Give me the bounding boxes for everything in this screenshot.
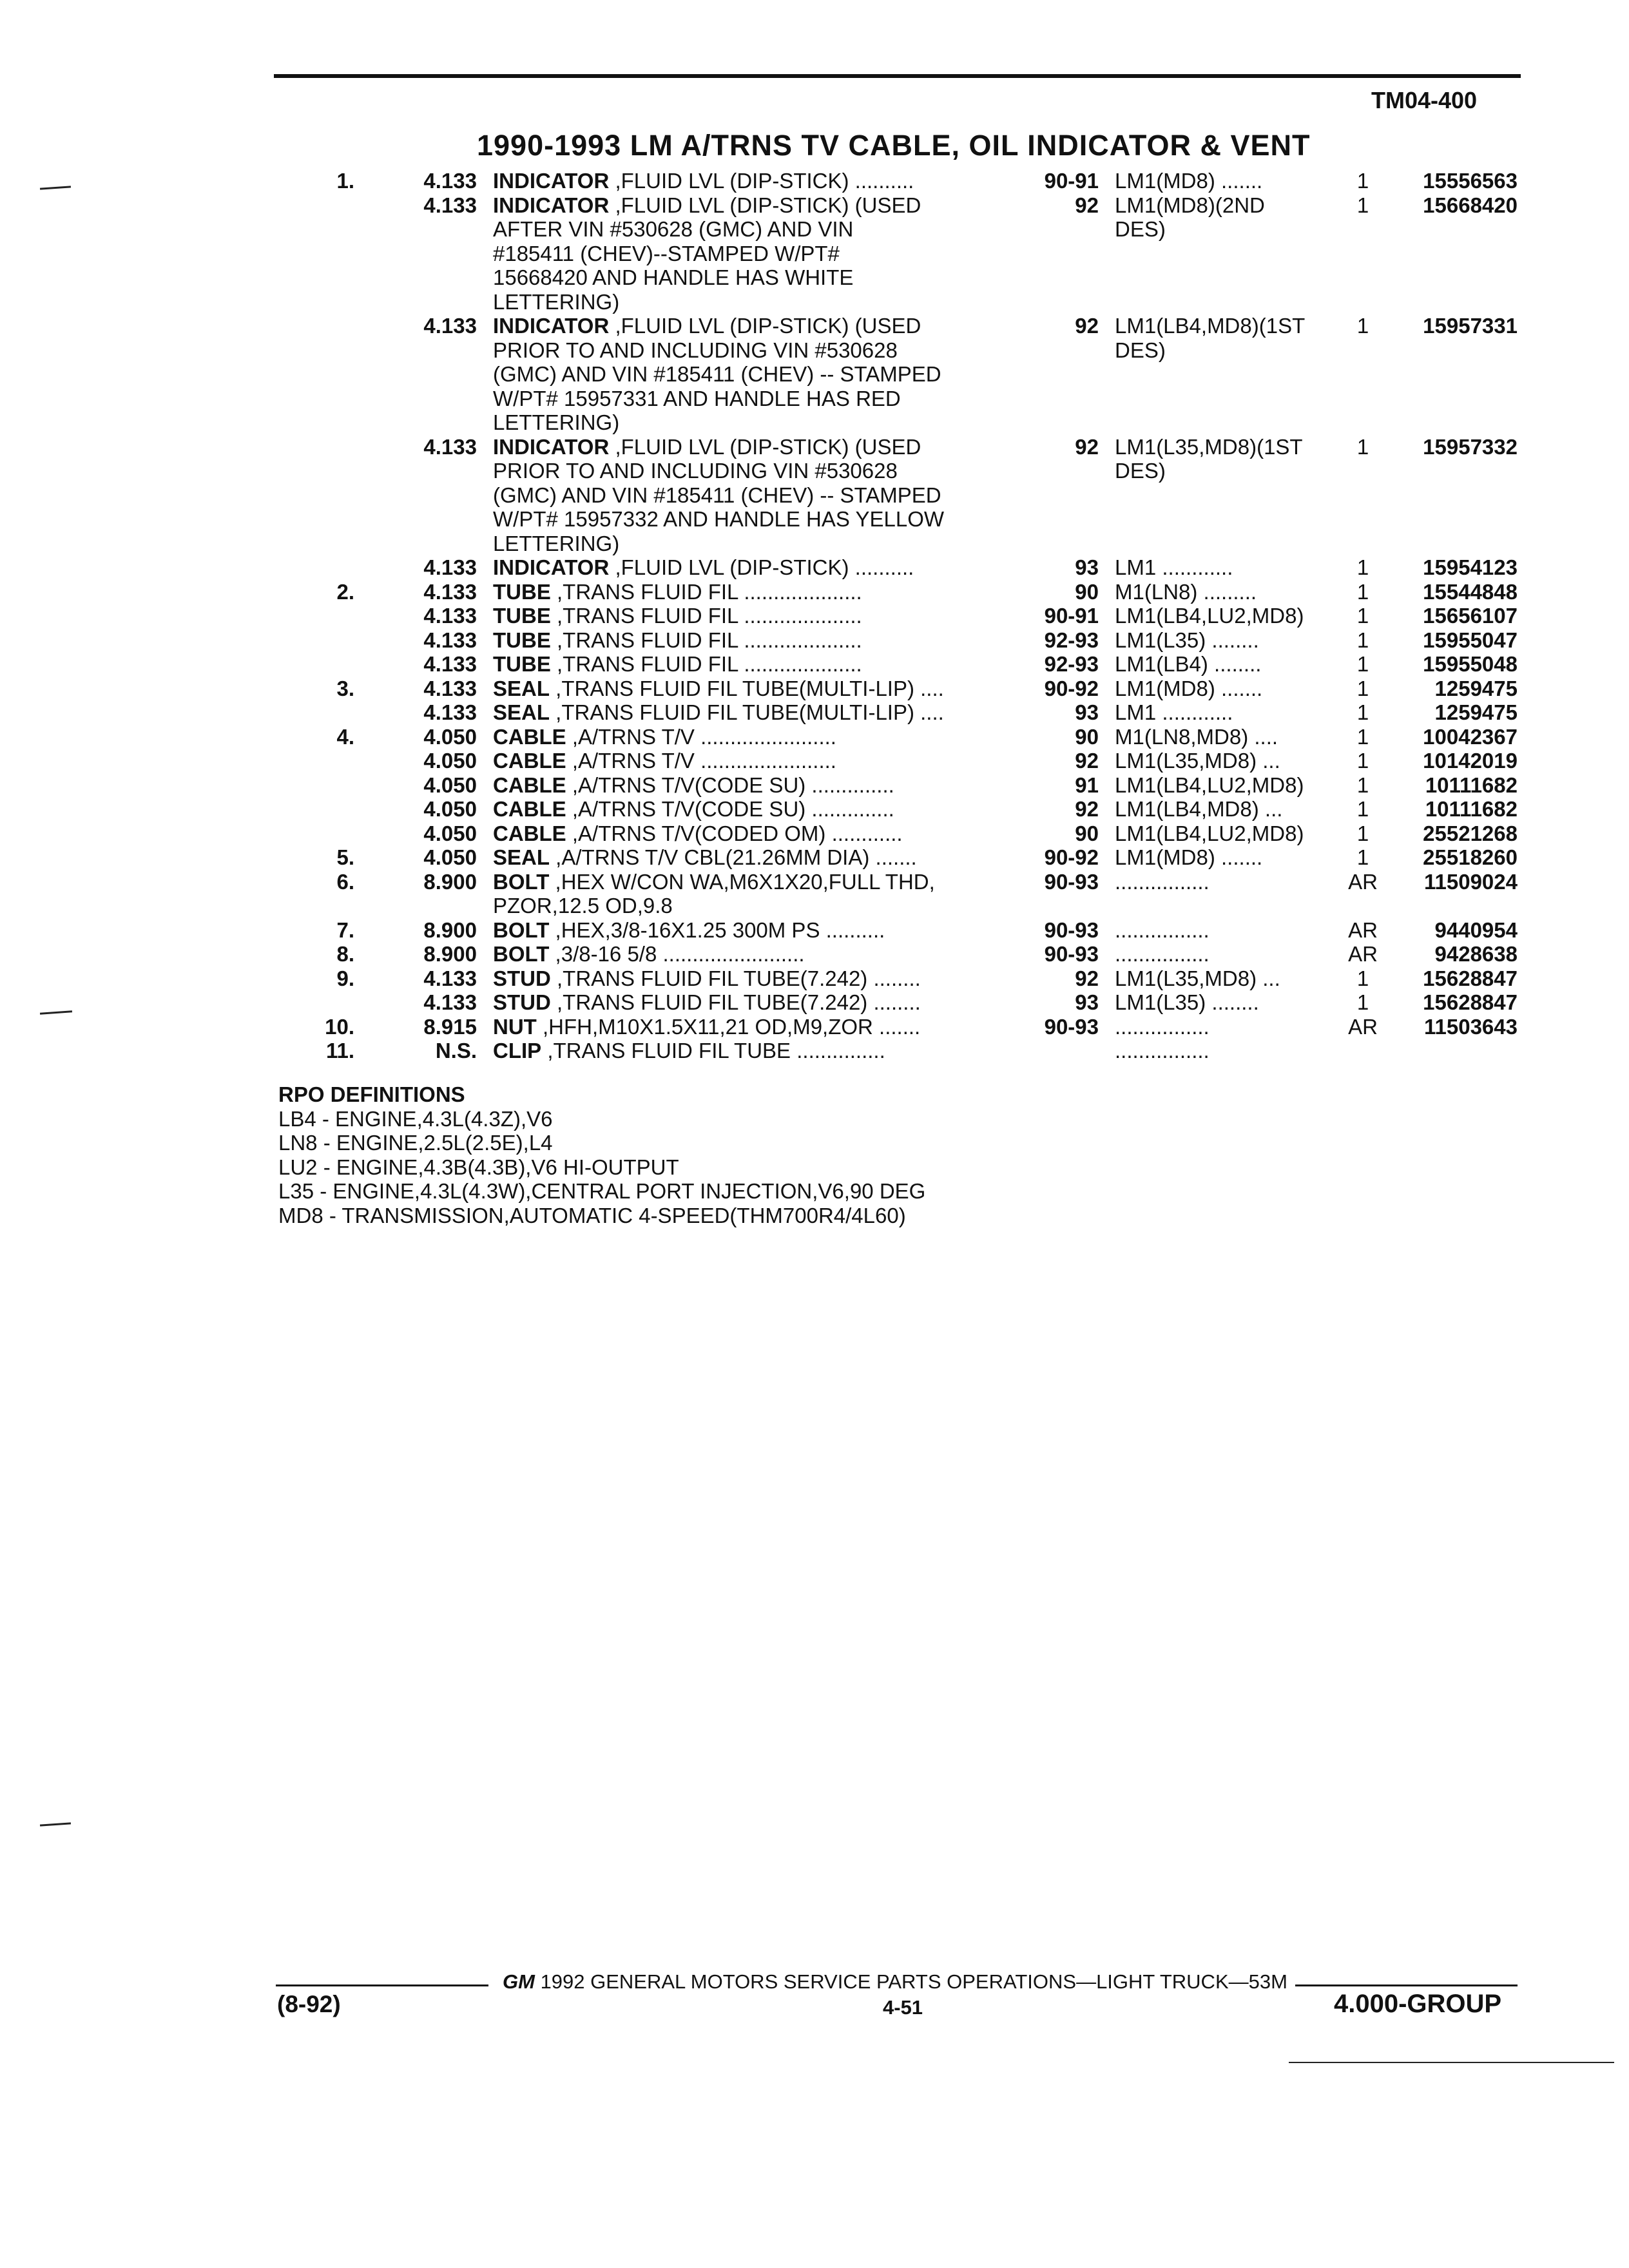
part-quantity: 1 bbox=[1356, 169, 1369, 193]
part-group-number: 4.133 bbox=[423, 966, 477, 990]
part-detail: AFTER VIN #530628 (GMC) AND VIN bbox=[493, 217, 854, 241]
part-description bbox=[493, 1039, 1008, 1063]
part-item-number: 5. bbox=[336, 845, 354, 869]
rpo-item: L35 - ENGINE,4.3L(4.3W),CENTRAL PORT INJECTION,V6,90 DEG bbox=[278, 1179, 926, 1203]
part-description bbox=[493, 410, 1008, 435]
part-detail: ,TRANS FLUID FIL TUBE(MULTI-LIP) .... bbox=[550, 676, 944, 700]
table-row bbox=[0, 990, 1629, 1015]
part-item-number: 11. bbox=[325, 1039, 354, 1062]
part-detail: PRIOR TO AND INCLUDING VIN #530628 bbox=[493, 338, 898, 362]
part-detail: ,TRANS FLUID FIL .................... bbox=[550, 628, 862, 652]
part-detail: ,A/TRNS T/V(CODED OM) ............ bbox=[566, 821, 903, 845]
rpo-item: MD8 - TRANSMISSION,AUTOMATIC 4-SPEED(THM700R4/4L60) bbox=[278, 1203, 906, 1227]
part-group-number: 4.050 bbox=[423, 749, 477, 773]
part-name: SEAL bbox=[493, 676, 550, 700]
rpo-definitions bbox=[278, 1082, 925, 1227]
part-description bbox=[493, 483, 1008, 508]
part-quantity: 1 bbox=[1356, 773, 1369, 797]
part-name: TUBE bbox=[493, 628, 551, 652]
part-quantity: 1 bbox=[1356, 434, 1369, 459]
part-quantity: 1 bbox=[1356, 990, 1369, 1014]
part-description bbox=[493, 773, 1008, 798]
part-years: 92 bbox=[1075, 749, 1099, 773]
part-description bbox=[493, 845, 1008, 870]
part-years: 93 bbox=[1075, 555, 1099, 579]
part-number: 15957332 bbox=[1423, 434, 1518, 459]
part-quantity: 1 bbox=[1356, 700, 1369, 724]
part-group-number: 4.133 bbox=[423, 676, 477, 700]
part-name: SEAL bbox=[493, 700, 550, 724]
part-name: CABLE bbox=[493, 724, 566, 749]
part-model: DES) bbox=[1115, 217, 1166, 241]
part-detail: W/PT# 15957331 AND HANDLE HAS RED bbox=[493, 386, 901, 410]
part-detail: (GMC) AND VIN #185411 (CHEV) -- STAMPED bbox=[493, 362, 941, 386]
gm-logo-icon: GM bbox=[503, 1970, 535, 1993]
part-description bbox=[493, 942, 1008, 966]
table-row bbox=[0, 435, 1629, 459]
part-number: 15556563 bbox=[1423, 169, 1518, 193]
part-years: 90-93 bbox=[1044, 1014, 1099, 1039]
part-model: DES) bbox=[1115, 459, 1166, 483]
part-description bbox=[493, 435, 1008, 459]
part-model: ................ bbox=[1115, 942, 1210, 966]
part-description bbox=[493, 918, 1008, 943]
part-model: M1(LN8,MD8) .... bbox=[1115, 724, 1278, 749]
part-group-number: 4.050 bbox=[423, 724, 477, 749]
part-detail: 15668420 AND HANDLE HAS WHITE bbox=[493, 265, 854, 289]
table-row bbox=[0, 797, 1629, 822]
table-row bbox=[0, 507, 1629, 532]
part-model: LM1(LB4,LU2,MD8) bbox=[1115, 821, 1304, 845]
part-model: LM1(MD8)(2ND bbox=[1115, 193, 1265, 217]
table-row bbox=[0, 217, 1629, 242]
table-row bbox=[0, 628, 1629, 653]
part-group-number: 4.133 bbox=[423, 990, 477, 1014]
part-description bbox=[493, 362, 1008, 387]
page-title: 1990-1993 LM A/TRNS TV CABLE, OIL INDICATOR & VENT bbox=[477, 129, 1311, 162]
part-detail: ,FLUID LVL (DIP-STICK) (USED bbox=[609, 314, 921, 338]
part-quantity: 1 bbox=[1356, 579, 1369, 604]
part-model: LM1(L35,MD8) ... bbox=[1115, 966, 1280, 990]
part-quantity: 1 bbox=[1356, 845, 1369, 869]
part-detail: PRIOR TO AND INCLUDING VIN #530628 bbox=[493, 459, 898, 483]
part-group-number: 4.133 bbox=[423, 314, 477, 338]
part-detail: ,FLUID LVL (DIP-STICK) .......... bbox=[609, 555, 914, 579]
part-number: 15668420 bbox=[1423, 193, 1518, 217]
part-name: INDICATOR bbox=[493, 555, 610, 579]
part-number: 9440954 bbox=[1434, 918, 1518, 942]
rpo-item: LB4 - ENGINE,4.3L(4.3Z),V6 bbox=[278, 1106, 553, 1131]
top-rule bbox=[274, 74, 1521, 78]
document-code: TM04-400 bbox=[1371, 87, 1478, 113]
part-group-number: 4.133 bbox=[423, 604, 477, 628]
part-description bbox=[493, 193, 1008, 218]
part-item-number: 6. bbox=[336, 869, 354, 894]
footer-rule-right bbox=[1295, 1984, 1518, 1986]
part-detail: ,TRANS FLUID FIL .................... bbox=[550, 579, 862, 604]
part-number: 15544848 bbox=[1423, 579, 1518, 604]
part-years: 90 bbox=[1075, 724, 1099, 749]
part-model: ................ bbox=[1115, 918, 1210, 942]
part-model: ................ bbox=[1115, 1014, 1210, 1039]
part-years: 92-93 bbox=[1044, 652, 1099, 676]
part-model: LM1(LB4,MD8) ... bbox=[1115, 797, 1283, 821]
part-model: LM1(LB4,LU2,MD8) bbox=[1115, 773, 1304, 797]
part-years: 92 bbox=[1075, 314, 1099, 338]
table-row bbox=[0, 677, 1629, 701]
part-name: CLIP bbox=[493, 1039, 542, 1062]
part-model: LM1(L35) ........ bbox=[1115, 990, 1259, 1014]
table-row bbox=[0, 410, 1629, 435]
table-row bbox=[0, 242, 1629, 266]
part-group-number: N.S. bbox=[435, 1039, 477, 1062]
part-model: LM1(LB4) ........ bbox=[1115, 652, 1262, 676]
table-row bbox=[0, 1015, 1629, 1039]
part-name: BOLT bbox=[493, 869, 550, 894]
part-item-number: 4. bbox=[336, 724, 354, 749]
part-description bbox=[493, 894, 1008, 918]
table-row bbox=[0, 362, 1629, 387]
part-detail: #185411 (CHEV)--STAMPED W/PT# bbox=[493, 241, 840, 265]
part-detail: ,3/8-16 5/8 ........................ bbox=[549, 942, 805, 966]
footer-copyright bbox=[503, 1970, 1287, 1994]
part-item-number: 1. bbox=[336, 169, 354, 193]
part-group-number: 4.050 bbox=[423, 845, 477, 869]
part-number: 15656107 bbox=[1423, 604, 1518, 628]
table-row bbox=[0, 290, 1629, 314]
part-detail: ,HEX W/CON WA,M6X1X20,FULL THD, bbox=[549, 869, 935, 894]
part-name: INDICATOR bbox=[493, 193, 610, 217]
part-item-number: 2. bbox=[336, 579, 354, 604]
part-name: BOLT bbox=[493, 942, 550, 966]
table-row bbox=[0, 314, 1629, 338]
part-description bbox=[493, 338, 1008, 363]
part-group-number: 4.133 bbox=[423, 434, 477, 459]
part-years: 92 bbox=[1075, 193, 1099, 217]
table-row bbox=[0, 604, 1629, 628]
part-description bbox=[493, 580, 1008, 604]
part-description bbox=[493, 507, 1008, 532]
part-model: LM1(L35,MD8)(1ST bbox=[1115, 434, 1303, 459]
part-number: 25521268 bbox=[1423, 821, 1518, 845]
part-name: BOLT bbox=[493, 918, 550, 942]
binding-hole-mark bbox=[40, 1822, 71, 1826]
table-row bbox=[0, 822, 1629, 846]
table-row bbox=[0, 265, 1629, 290]
part-number: 10111682 bbox=[1425, 773, 1518, 797]
table-row bbox=[0, 459, 1629, 483]
part-detail: ,A/TRNS T/V CBL(21.26MM DIA) ....... bbox=[550, 845, 917, 869]
table-row bbox=[0, 773, 1629, 798]
table-row bbox=[0, 918, 1629, 943]
table-row bbox=[0, 580, 1629, 604]
part-model: LM1 ............ bbox=[1115, 700, 1233, 724]
part-description bbox=[493, 604, 1008, 628]
part-model: M1(LN8) ......... bbox=[1115, 579, 1257, 604]
part-quantity: 1 bbox=[1356, 821, 1369, 845]
part-description bbox=[493, 700, 1008, 725]
part-name: INDICATOR bbox=[493, 434, 610, 459]
part-group-number: 4.133 bbox=[423, 555, 477, 579]
part-detail: PZOR,12.5 OD,9.8 bbox=[493, 894, 673, 918]
part-detail: ,TRANS FLUID FIL TUBE(MULTI-LIP) .... bbox=[550, 700, 944, 724]
part-name: CABLE bbox=[493, 797, 566, 821]
part-item-number: 8. bbox=[336, 942, 354, 966]
part-group-number: 8.900 bbox=[423, 942, 477, 966]
part-quantity: AR bbox=[1348, 942, 1378, 966]
table-row bbox=[0, 338, 1629, 363]
part-group-number: 4.133 bbox=[423, 193, 477, 217]
part-number: 15957331 bbox=[1423, 314, 1518, 338]
part-name: STUD bbox=[493, 990, 551, 1014]
part-description bbox=[493, 749, 1008, 773]
part-years: 92 bbox=[1075, 434, 1099, 459]
part-number: 10142019 bbox=[1423, 749, 1518, 773]
part-model: LM1(L35,MD8) ... bbox=[1115, 749, 1280, 773]
part-model: DES) bbox=[1115, 338, 1166, 362]
part-name: INDICATOR bbox=[493, 169, 610, 193]
part-detail: ,FLUID LVL (DIP-STICK) (USED bbox=[609, 434, 921, 459]
part-description bbox=[493, 242, 1008, 266]
part-quantity: 1 bbox=[1356, 966, 1369, 990]
part-detail: LETTERING) bbox=[493, 410, 620, 434]
part-years: 92-93 bbox=[1044, 628, 1099, 652]
part-years: 90-91 bbox=[1044, 604, 1099, 628]
part-number: 15954123 bbox=[1423, 555, 1518, 579]
footer-date: (8-92) bbox=[277, 1991, 341, 2017]
part-detail: ,A/TRNS T/V(CODE SU) .............. bbox=[566, 797, 894, 821]
part-number: 15955047 bbox=[1423, 628, 1518, 652]
part-description bbox=[493, 387, 1008, 411]
part-number: 10042367 bbox=[1423, 724, 1518, 749]
part-group-number: 4.050 bbox=[423, 797, 477, 821]
group-label: 4.000-GROUP bbox=[1334, 1990, 1502, 2018]
part-detail: ,A/TRNS T/V ....................... bbox=[566, 724, 836, 749]
copyright-text: 1992 GENERAL MOTORS SERVICE PARTS OPERATIONS—LIGHT TRUCK—53M bbox=[540, 1970, 1287, 1993]
part-detail: LETTERING) bbox=[493, 531, 620, 555]
part-description bbox=[493, 459, 1008, 483]
part-item-number: 7. bbox=[336, 918, 354, 942]
table-row bbox=[0, 700, 1629, 725]
part-quantity: 1 bbox=[1356, 797, 1369, 821]
part-detail: ,FLUID LVL (DIP-STICK) .......... bbox=[609, 169, 914, 193]
part-detail: ,A/TRNS T/V(CODE SU) .............. bbox=[566, 773, 894, 797]
part-model: LM1(L35) ........ bbox=[1115, 628, 1259, 652]
part-detail: W/PT# 15957332 AND HANDLE HAS YELLOW bbox=[493, 507, 945, 531]
part-detail: ,TRANS FLUID FIL TUBE(7.242) ........ bbox=[550, 990, 921, 1014]
part-description bbox=[493, 265, 1008, 290]
part-description bbox=[493, 1015, 1008, 1039]
part-detail: LETTERING) bbox=[493, 289, 620, 314]
part-group-number: 4.133 bbox=[423, 700, 477, 724]
part-name: NUT bbox=[493, 1014, 537, 1039]
part-years: 92 bbox=[1075, 966, 1099, 990]
part-name: TUBE bbox=[493, 652, 551, 676]
table-row bbox=[0, 942, 1629, 966]
part-detail: ,TRANS FLUID FIL .................... bbox=[550, 604, 862, 628]
part-years: 92 bbox=[1075, 797, 1099, 821]
part-years: 90-91 bbox=[1044, 169, 1099, 193]
footer-edge-rule bbox=[1289, 2062, 1614, 2063]
part-detail: ,TRANS FLUID FIL TUBE(7.242) ........ bbox=[550, 966, 921, 990]
part-number: 15628847 bbox=[1423, 966, 1518, 990]
part-years: 90 bbox=[1075, 579, 1099, 604]
part-number: 25518260 bbox=[1423, 845, 1518, 869]
table-row bbox=[0, 555, 1629, 580]
part-number: 11509024 bbox=[1423, 869, 1518, 894]
part-name: INDICATOR bbox=[493, 314, 610, 338]
part-number: 15628847 bbox=[1423, 990, 1518, 1014]
part-years: 90-93 bbox=[1044, 918, 1099, 942]
part-model: LM1(MD8) ....... bbox=[1115, 845, 1263, 869]
part-name: TUBE bbox=[493, 579, 551, 604]
part-description bbox=[493, 822, 1008, 846]
footer-rule-left bbox=[276, 1984, 488, 1986]
part-quantity: AR bbox=[1348, 1014, 1378, 1039]
part-name: SEAL bbox=[493, 845, 550, 869]
part-detail: ,HEX,3/8-16X1.25 300M PS .......... bbox=[549, 918, 885, 942]
table-row bbox=[0, 749, 1629, 773]
table-row bbox=[0, 169, 1629, 193]
part-quantity: AR bbox=[1348, 869, 1378, 894]
part-years: 91 bbox=[1075, 773, 1099, 797]
part-number: 11503643 bbox=[1423, 1014, 1518, 1039]
table-row bbox=[0, 870, 1629, 894]
part-quantity: 1 bbox=[1356, 555, 1369, 579]
part-quantity: 1 bbox=[1356, 628, 1369, 652]
part-number: 15955048 bbox=[1423, 652, 1518, 676]
part-years: 90-92 bbox=[1044, 845, 1099, 869]
table-row bbox=[0, 193, 1629, 218]
part-model: ................ bbox=[1115, 869, 1210, 894]
part-group-number: 8.915 bbox=[423, 1014, 477, 1039]
table-row bbox=[0, 532, 1629, 556]
part-detail: ,TRANS FLUID FIL TUBE ............... bbox=[541, 1039, 885, 1062]
part-quantity: 1 bbox=[1356, 676, 1369, 700]
part-years: 90-92 bbox=[1044, 676, 1099, 700]
part-item-number: 3. bbox=[336, 676, 354, 700]
part-description bbox=[493, 966, 1008, 991]
part-group-number: 4.133 bbox=[423, 169, 477, 193]
part-model: LM1(LB4,LU2,MD8) bbox=[1115, 604, 1304, 628]
part-name: STUD bbox=[493, 966, 551, 990]
page-number: 4-51 bbox=[883, 1996, 923, 2019]
part-detail: ,FLUID LVL (DIP-STICK) (USED bbox=[609, 193, 921, 217]
part-number: 1259475 bbox=[1434, 700, 1518, 724]
part-group-number: 4.133 bbox=[423, 652, 477, 676]
part-model: LM1(MD8) ....... bbox=[1115, 676, 1263, 700]
part-group-number: 4.050 bbox=[423, 773, 477, 797]
part-name: CABLE bbox=[493, 749, 566, 773]
table-row bbox=[0, 725, 1629, 749]
part-description bbox=[493, 290, 1008, 314]
part-detail: ,TRANS FLUID FIL .................... bbox=[550, 652, 862, 676]
part-description bbox=[493, 652, 1008, 677]
table-row bbox=[0, 387, 1629, 411]
part-quantity: 1 bbox=[1356, 314, 1369, 338]
parts-table bbox=[0, 169, 1629, 1063]
part-quantity: 1 bbox=[1356, 193, 1369, 217]
part-model: LM1 ............ bbox=[1115, 555, 1233, 579]
part-quantity: AR bbox=[1348, 918, 1378, 942]
rpo-heading: RPO DEFINITIONS bbox=[278, 1082, 465, 1106]
part-number: 9428638 bbox=[1434, 942, 1518, 966]
part-description bbox=[493, 314, 1008, 338]
table-row bbox=[0, 1039, 1629, 1063]
part-years: 90-93 bbox=[1044, 942, 1099, 966]
part-detail: ,A/TRNS T/V ....................... bbox=[566, 749, 836, 773]
part-description bbox=[493, 217, 1008, 242]
part-description bbox=[493, 797, 1008, 822]
part-item-number: 10. bbox=[325, 1014, 354, 1039]
part-quantity: 1 bbox=[1356, 724, 1369, 749]
part-years: 90-93 bbox=[1044, 869, 1099, 894]
part-model: LM1(LB4,MD8)(1ST bbox=[1115, 314, 1306, 338]
rpo-item: LU2 - ENGINE,4.3B(4.3B),V6 HI-OUTPUT bbox=[278, 1155, 679, 1179]
part-group-number: 4.133 bbox=[423, 579, 477, 604]
part-detail: (GMC) AND VIN #185411 (CHEV) -- STAMPED bbox=[493, 483, 941, 507]
part-group-number: 8.900 bbox=[423, 869, 477, 894]
part-quantity: 1 bbox=[1356, 749, 1369, 773]
part-group-number: 4.133 bbox=[423, 628, 477, 652]
table-row bbox=[0, 894, 1629, 918]
rpo-item: LN8 - ENGINE,2.5L(2.5E),L4 bbox=[278, 1131, 553, 1155]
part-years: 93 bbox=[1075, 990, 1099, 1014]
part-model: LM1(MD8) ....... bbox=[1115, 169, 1263, 193]
part-number: 1259475 bbox=[1434, 676, 1518, 700]
part-quantity: 1 bbox=[1356, 604, 1369, 628]
part-description bbox=[493, 990, 1008, 1015]
table-row bbox=[0, 652, 1629, 677]
table-row bbox=[0, 845, 1629, 870]
table-row bbox=[0, 483, 1629, 508]
part-group-number: 8.900 bbox=[423, 918, 477, 942]
part-number: 10111682 bbox=[1425, 797, 1518, 821]
part-description bbox=[493, 628, 1008, 653]
part-detail: ,HFH,M10X1.5X11,21 OD,M9,ZOR ....... bbox=[536, 1014, 921, 1039]
part-description bbox=[493, 532, 1008, 556]
part-group-number: 4.050 bbox=[423, 821, 477, 845]
part-name: CABLE bbox=[493, 773, 566, 797]
part-years: 93 bbox=[1075, 700, 1099, 724]
part-description bbox=[493, 169, 1008, 193]
part-years: 90 bbox=[1075, 821, 1099, 845]
table-row bbox=[0, 966, 1629, 991]
part-item-number: 9. bbox=[336, 966, 354, 990]
part-quantity: 1 bbox=[1356, 652, 1369, 676]
part-description bbox=[493, 870, 1008, 894]
part-description bbox=[493, 677, 1008, 701]
part-description bbox=[493, 725, 1008, 749]
part-name: CABLE bbox=[493, 821, 566, 845]
part-name: TUBE bbox=[493, 604, 551, 628]
part-model: ................ bbox=[1115, 1039, 1210, 1062]
part-description bbox=[493, 555, 1008, 580]
